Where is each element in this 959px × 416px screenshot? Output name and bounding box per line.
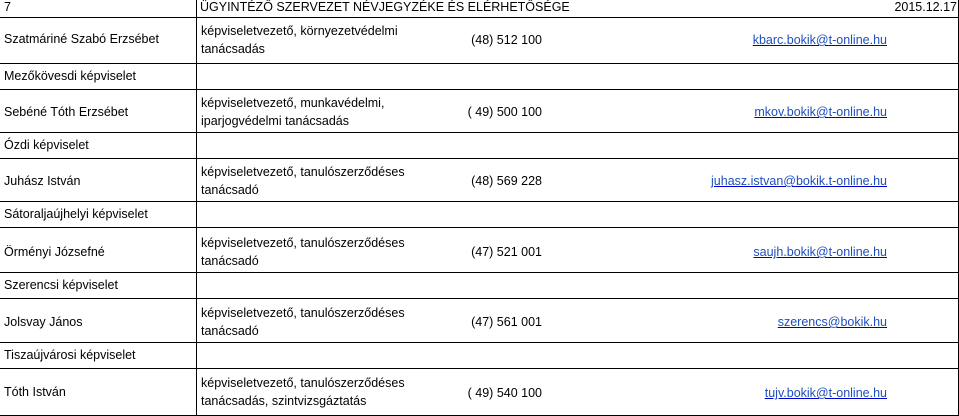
contact-role: tanácsadás bbox=[201, 42, 265, 56]
row-divider bbox=[0, 132, 959, 133]
contact-role: iparjogvédelmi tanácsadás bbox=[201, 114, 350, 128]
contact-email-link[interactable]: szerencs@bokik.hu bbox=[777, 315, 887, 329]
contact-role: képviseletvezető, munkavédelmi, bbox=[201, 96, 385, 110]
contact-name: Juhász István bbox=[4, 174, 81, 188]
contact-role: tanácsadó bbox=[201, 254, 259, 268]
contact-email-link[interactable]: mkov.bokik@t-online.hu bbox=[754, 105, 887, 119]
contact-email-link[interactable]: tujv.bokik@t-online.hu bbox=[764, 386, 887, 400]
row-divider bbox=[0, 17, 959, 18]
contact-role: képviseletvezető, tanulószerződéses bbox=[201, 306, 405, 320]
section-heading: Szerencsi képviselet bbox=[4, 278, 118, 292]
contact-name: Tóth István bbox=[4, 385, 66, 399]
page-number: 7 bbox=[4, 0, 11, 14]
row-divider bbox=[0, 63, 959, 64]
section-heading: Tiszaújvárosi képviselet bbox=[4, 348, 136, 362]
contact-name: Örményi Józsefné bbox=[4, 245, 105, 259]
row-divider bbox=[0, 89, 959, 90]
row-divider bbox=[0, 227, 959, 228]
contact-name: Jolsvay János bbox=[4, 315, 83, 329]
contact-role: képviseletvezető, tanulószerződéses bbox=[201, 376, 405, 390]
contact-role: képviseletvezető, tanulószerződéses bbox=[201, 165, 405, 179]
contact-phone: (47) 521 001 bbox=[471, 245, 542, 259]
contact-phone: ( 49) 500 100 bbox=[467, 105, 542, 119]
row-divider bbox=[0, 368, 959, 369]
contact-role: képviseletvezető, környezetvédelmi bbox=[201, 24, 398, 38]
section-heading: Mezőkövesdi képviselet bbox=[4, 69, 137, 83]
row-divider bbox=[0, 201, 959, 202]
row-divider bbox=[0, 158, 959, 159]
section-heading: Sátoraljaújhelyi képviselet bbox=[4, 207, 148, 221]
contact-phone: (48) 512 100 bbox=[471, 33, 542, 47]
page-title: ÜGYINTÉZŐ SZERVEZET NÉVJEGYZÉKE ÉS ELÉRHETŐSÉGE bbox=[200, 0, 570, 14]
contact-email-link[interactable]: saujh.bokik@t-online.hu bbox=[753, 245, 887, 259]
contact-phone: ( 49) 540 100 bbox=[467, 386, 542, 400]
contact-email-link[interactable]: kbarc.bokik@t-online.hu bbox=[752, 33, 887, 47]
contact-role: tanácsadó bbox=[201, 324, 259, 338]
contact-role: képviseletvezető, tanulószerződéses bbox=[201, 236, 405, 250]
row-divider bbox=[0, 298, 959, 299]
contact-phone: (47) 561 001 bbox=[471, 315, 542, 329]
contact-role: tanácsadó bbox=[201, 183, 259, 197]
contact-role: tanácsadás, szintvizsgáztatás bbox=[201, 394, 367, 408]
contact-name: Szatmáriné Szabó Erzsébet bbox=[4, 32, 159, 46]
row-divider bbox=[0, 342, 959, 343]
section-heading: Ózdi képviselet bbox=[4, 138, 89, 152]
contact-name: Sebéné Tóth Erzsébet bbox=[4, 105, 129, 119]
row-divider bbox=[0, 272, 959, 273]
document-date: 2015.12.17 bbox=[894, 0, 957, 14]
contact-phone: (48) 569 228 bbox=[471, 174, 542, 188]
contact-email-link[interactable]: juhasz.istvan@bokik.t-online.hu bbox=[711, 174, 887, 188]
